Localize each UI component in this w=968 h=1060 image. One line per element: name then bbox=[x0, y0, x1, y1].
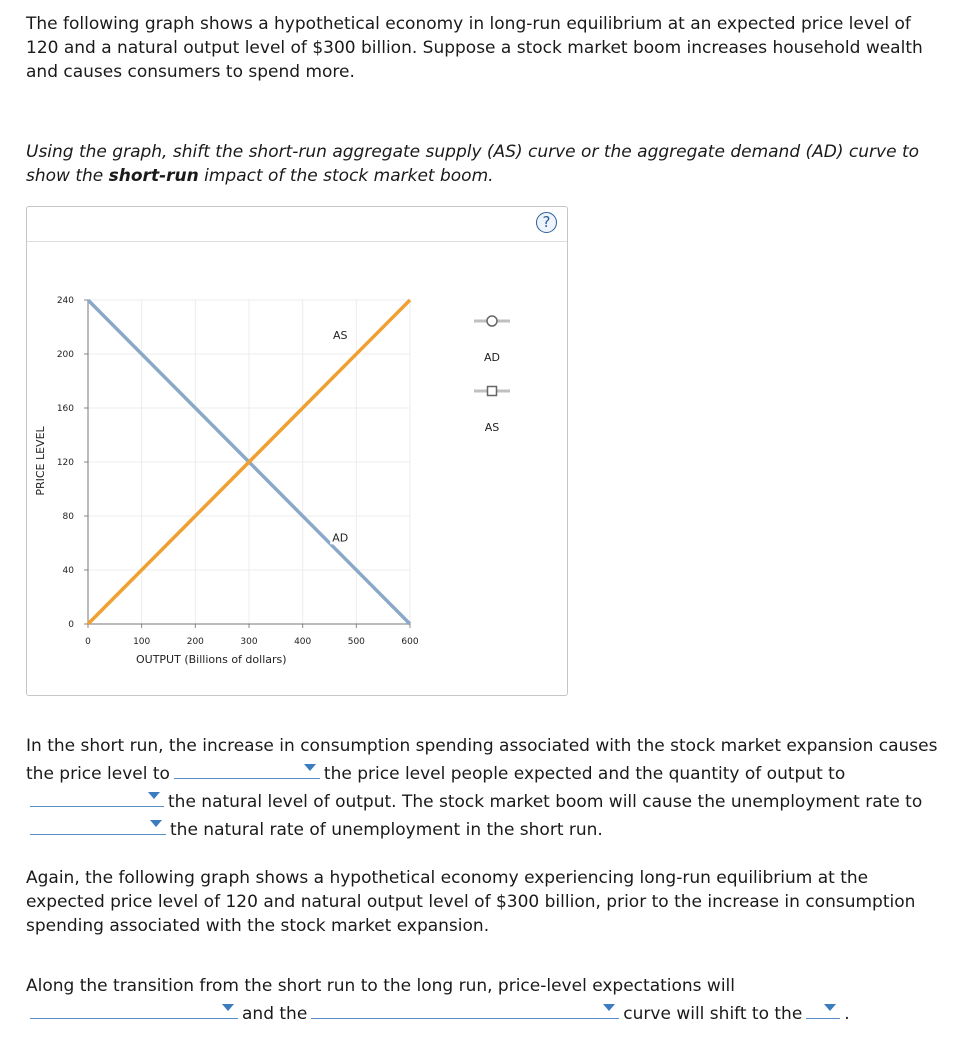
x-tick-label: 500 bbox=[347, 637, 365, 647]
chevron-down-icon bbox=[824, 1004, 836, 1011]
instruction-text bbox=[26, 140, 926, 188]
y-tick-label: 120 bbox=[56, 458, 74, 468]
q2-text-3: curve will shift to the bbox=[623, 1004, 803, 1024]
legend-circle-icon[interactable] bbox=[487, 316, 497, 326]
q2-text-1: Along the transition from the short run to the long run, price-level expectations will bbox=[26, 976, 736, 996]
chart-legend[interactable] bbox=[474, 316, 510, 434]
graph-panel bbox=[26, 206, 568, 696]
x-axis-title: OUTPUT (Billions of dollars) bbox=[136, 653, 287, 666]
question-2 bbox=[26, 974, 941, 1026]
y-axis-title: PRICE LEVEL bbox=[34, 426, 47, 496]
instruction-bold: short-run bbox=[108, 166, 199, 186]
expectations-dropdown[interactable] bbox=[30, 998, 238, 1019]
y-tick-label: 40 bbox=[62, 566, 74, 576]
x-tick-label: 400 bbox=[294, 637, 312, 647]
as-curve-label: AS bbox=[332, 328, 348, 342]
x-tick-label: 0 bbox=[85, 637, 91, 647]
ad-curve-label: AD bbox=[332, 531, 349, 545]
chevron-down-icon bbox=[222, 1004, 234, 1011]
chevron-down-icon bbox=[304, 764, 316, 771]
x-tick-label: 600 bbox=[401, 637, 419, 647]
chart[interactable] bbox=[27, 207, 567, 695]
direction-dropdown[interactable] bbox=[806, 998, 840, 1019]
help-button[interactable]: ? bbox=[536, 212, 557, 233]
chevron-down-icon bbox=[603, 1004, 615, 1011]
x-tick-label: 100 bbox=[133, 637, 151, 647]
y-tick-label: 80 bbox=[62, 512, 74, 522]
question-1 bbox=[26, 734, 941, 842]
legend-square-icon[interactable] bbox=[488, 387, 497, 396]
legend-label-ad: AD bbox=[484, 351, 500, 364]
x-tick-label: 200 bbox=[186, 637, 204, 647]
chevron-down-icon bbox=[148, 792, 160, 799]
chevron-down-icon bbox=[150, 820, 162, 827]
y-tick-label: 240 bbox=[56, 296, 74, 306]
instruction-part2: impact of the stock market boom. bbox=[198, 166, 494, 186]
q2-text-4: . bbox=[844, 1004, 850, 1024]
q1-text-1: In the short run, the increase in consumption spending associated with the stock market expansion causes the price level to bbox=[26, 736, 938, 784]
x-tick-label: 300 bbox=[240, 637, 258, 647]
intro-text: The following graph shows a hypothetical economy in long-run equilibrium at an expected price level of 120 and a natural output level of $300 billion. Suppose a stock market boom increases household wealth and causes consumers to spend more. bbox=[26, 14, 923, 82]
legend-label-as: AS bbox=[484, 421, 500, 434]
q1-text-2: the price level people expected and the quantity of output to bbox=[323, 764, 846, 784]
q1-text-4: the natural rate of unemployment in the short run. bbox=[170, 820, 603, 840]
unemployment-dropdown[interactable] bbox=[30, 814, 166, 835]
q2-text-2: and the bbox=[242, 1004, 308, 1024]
output-dropdown[interactable] bbox=[30, 786, 164, 807]
q1-text-3: the natural level of output. The stock market boom will cause the unemployment rate to bbox=[168, 792, 923, 812]
curve-dropdown[interactable] bbox=[311, 998, 619, 1019]
price-level-dropdown[interactable] bbox=[174, 758, 320, 779]
y-tick-label: 160 bbox=[56, 404, 74, 414]
instruction-part1: Using the graph, shift the short-run aggregate supply (AS) curve or the aggregate demand (AD) curve to show the bbox=[26, 142, 920, 186]
again-text: Again, the following graph shows a hypothetical economy experiencing long-run equilibrium at the expected price level of 120 and natural output level of $300 billion, prior to the increase in consumption spending associated with the stock market expansion. bbox=[26, 868, 916, 936]
y-tick-label: 0 bbox=[68, 620, 74, 630]
y-tick-label: 200 bbox=[56, 350, 74, 360]
